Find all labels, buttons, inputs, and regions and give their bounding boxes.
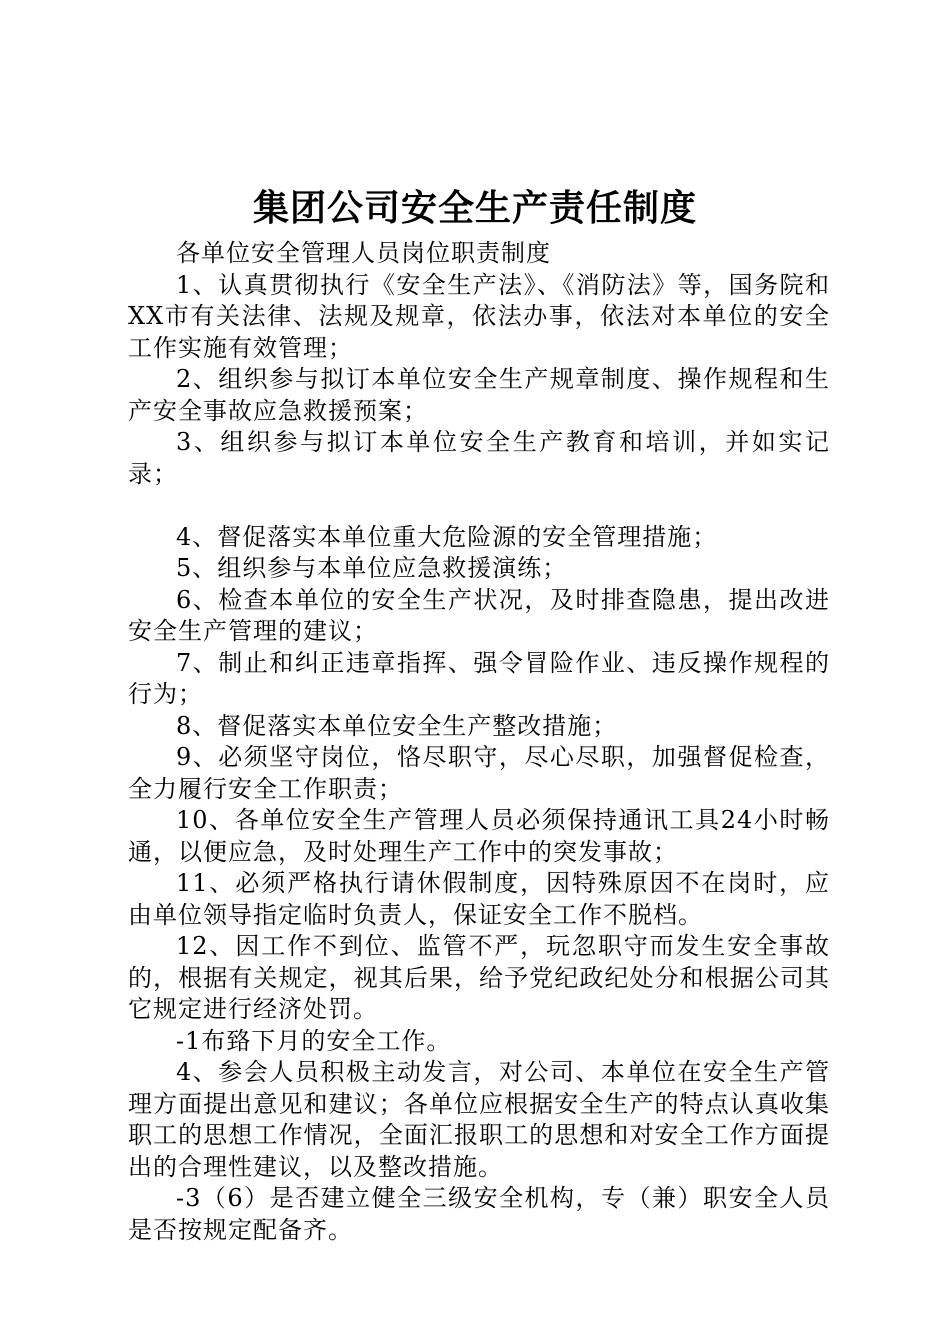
paragraph-14: 4、参会人员积极主动发言，对公司、本单位在安全生产管理方面提出意见和建议；各单位应根据安全生产的特点认真收集职工的思想工作情况，全面汇报职工的思想和对安全工作方面提出的合理性建议，以及整改措施。 [128,1058,830,1181]
paragraph-10: 10、各单位安全生产管理人员必须保持通讯工具24小时畅通，以便应急，及时处理生产工作中的突发事故； [128,806,830,866]
paragraph-11: 11、必须严格执行请休假制度，因特殊原因不在岗时，应由单位领导指定临时负责人，保证安全工作不脱档。 [128,869,830,929]
paragraph-4: 4、督促落实本单位重大危险源的安全管理措施； [176,522,718,551]
section-heading: 各单位安全管理人员岗位职责制度 [176,239,551,267]
paragraph-8: 8、督促落实本单位安全生产整改措施； [176,711,618,740]
blank-line [128,490,830,522]
paragraph-1: 1、认真贯彻执行《安全生产法》、《消防法》等，国务院和XX市有关法律、法规及规章，依法办事，依法对本单位的安全工作实施有效管理； [128,270,830,362]
paragraph-15: -3（6）是否建立健全三级安全机构，专（兼）职安全人员是否按规定配备齐。 [128,1184,830,1244]
paragraph-3: 3、组织参与拟订本单位安全生产教育和培训，并如实记录； [128,428,830,488]
paragraph-2: 2、组织参与拟订本单位安全生产规章制度、操作规程和生产安全事故应急救援预案； [128,365,830,425]
paragraph-13: -1布臵下月的安全工作。 [176,1026,452,1055]
paragraph-7: 7、制止和纠正违章指挥、强令冒险作业、违反操作规程的行为； [128,648,830,708]
document-body [128,238,830,1246]
paragraph-6: 6、检查本单位的安全生产状况，及时排查隐患，提出改进安全生产管理的建议； [128,585,830,645]
paragraph-12: 12、因工作不到位、监管不严，玩忽职守而发生安全事故的，根据有关规定，视其后果，给予党纪政纪处分和根据公司其它规定进行经济处罚。 [128,932,830,1023]
document-title: 集团公司安全生产责任制度 [252,187,697,229]
paragraph-5: 5、组织参与本单位应急救援演练； [176,554,568,582]
paragraph-9: 9、必须坚守岗位，恪尽职守，尽心尽职，加强督促检查，全力履行安全工作职责； [128,743,830,803]
